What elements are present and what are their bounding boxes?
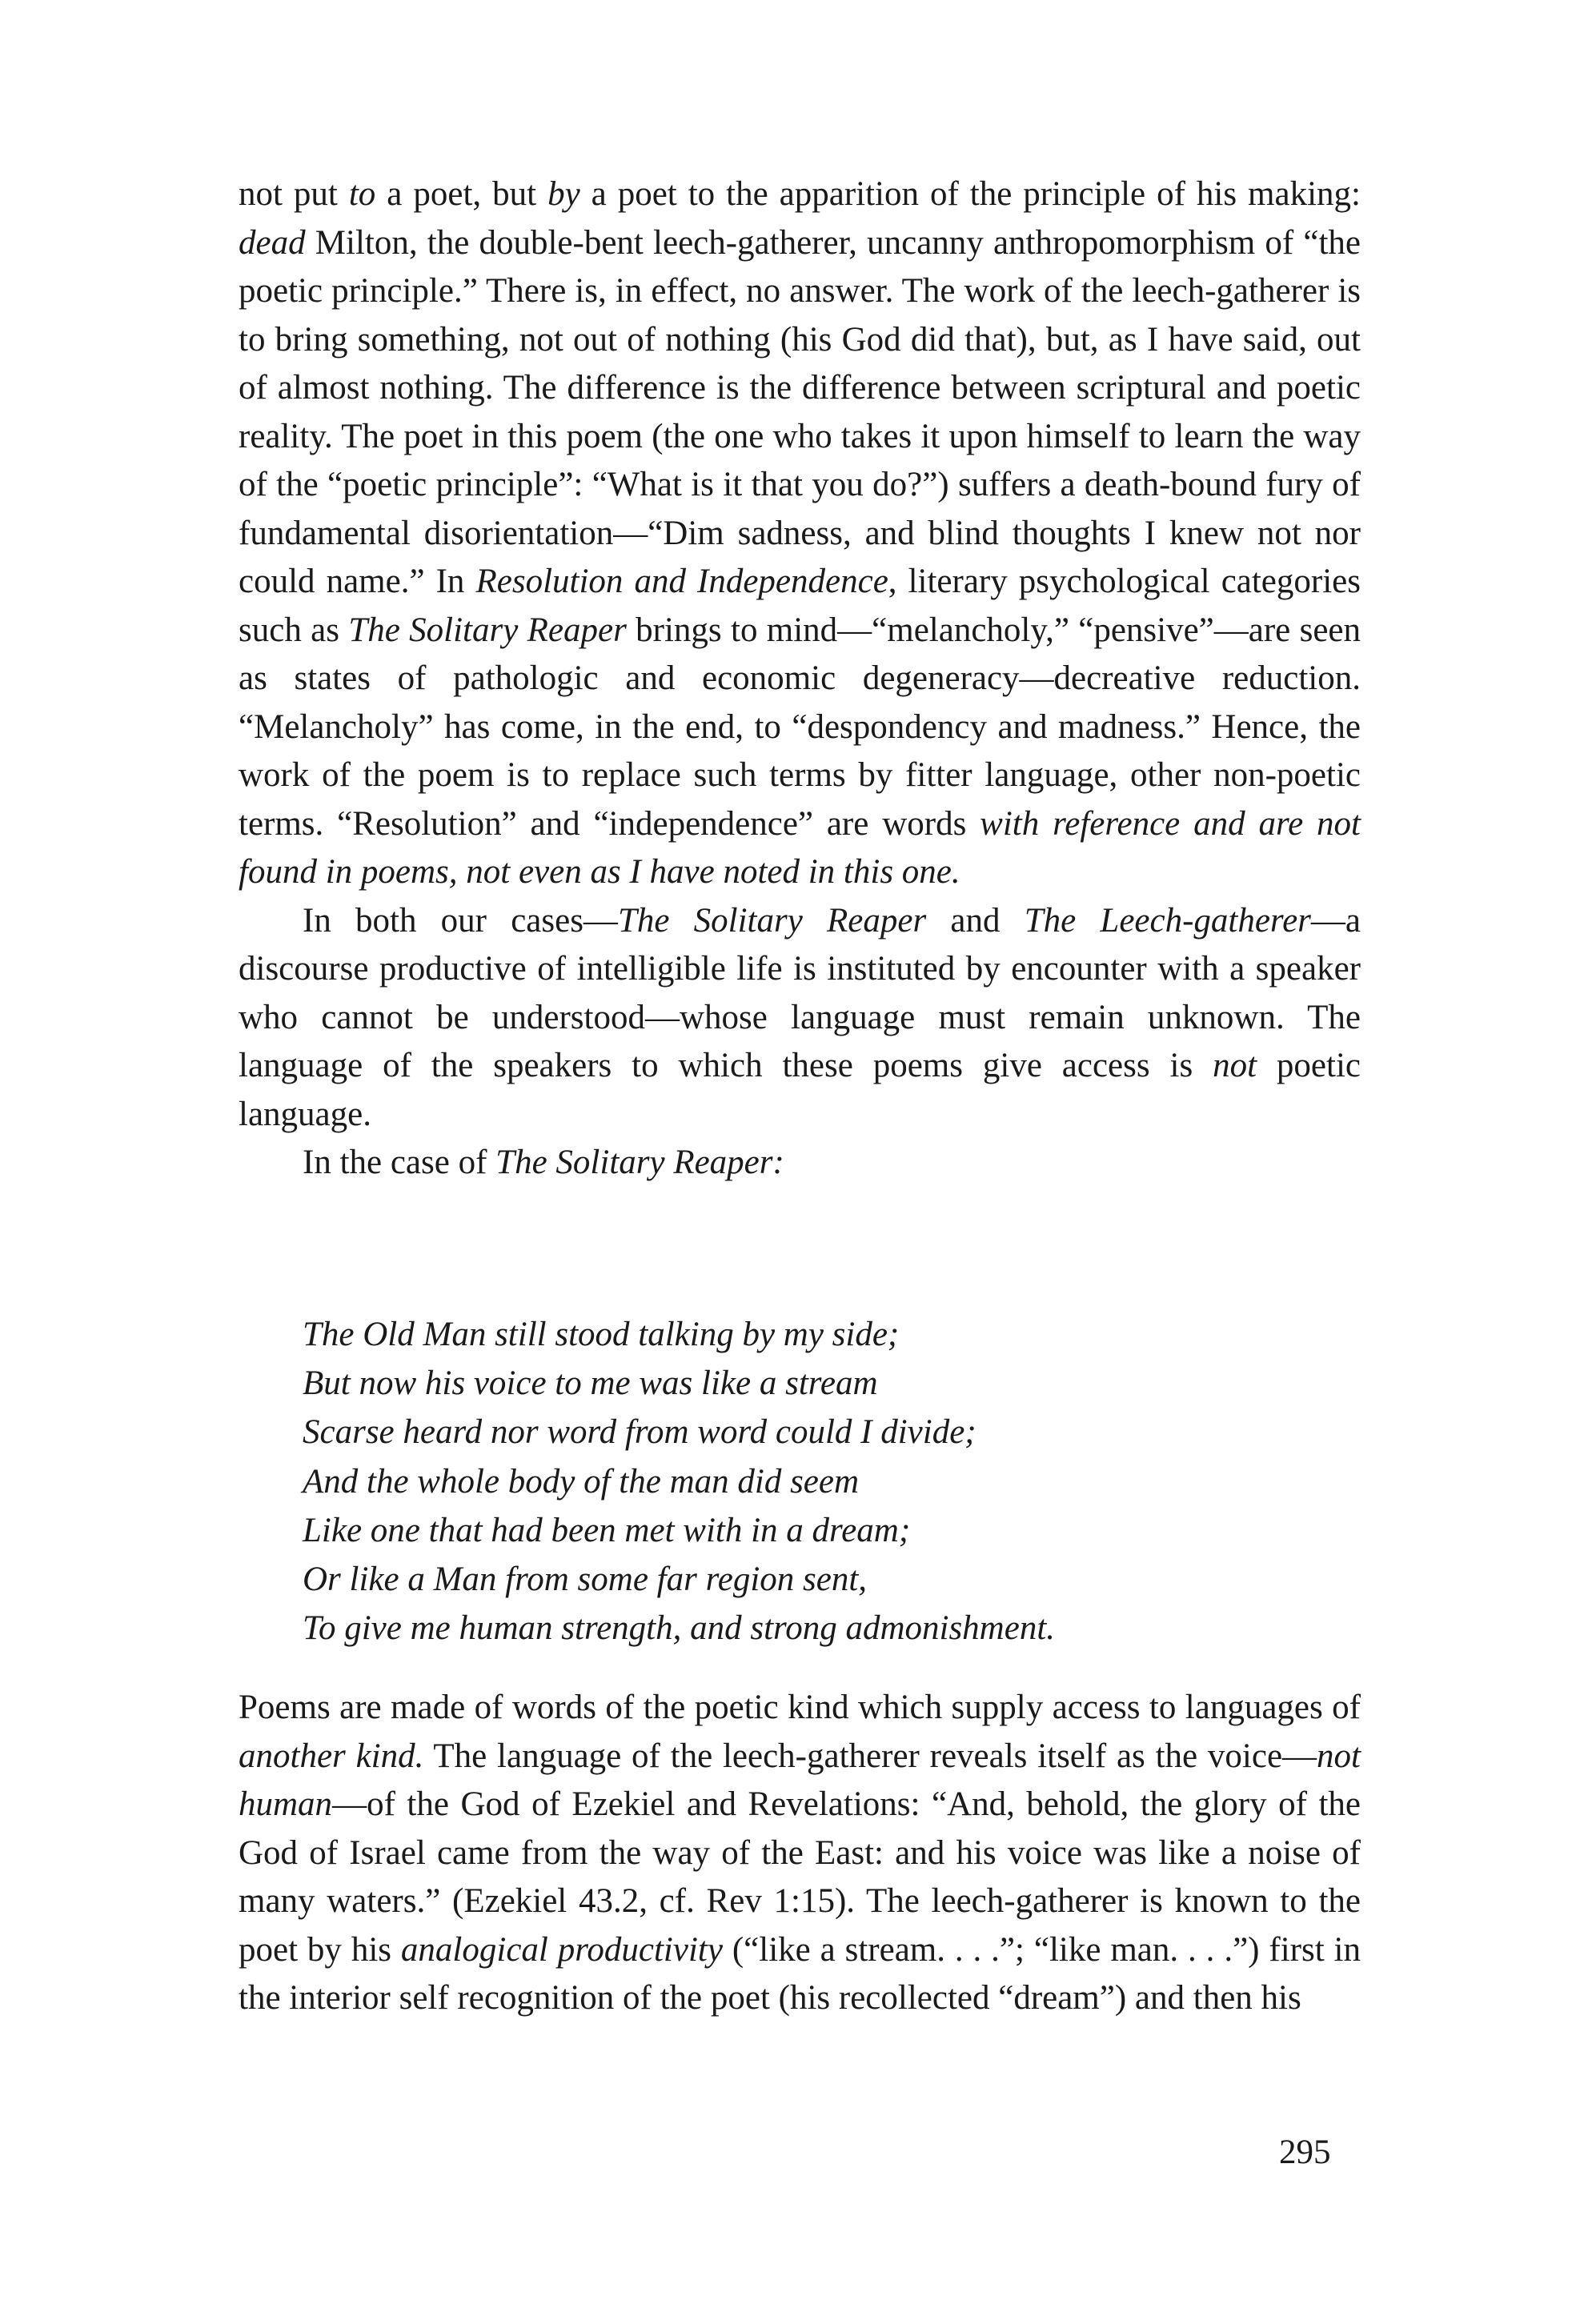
quote-line: And the whole body of the man did seem	[303, 1462, 860, 1501]
block-quote	[303, 1310, 1055, 1653]
quote-line: But now his voice to me was like a stream	[303, 1364, 878, 1403]
quote-line: To give me human strength, and strong admonishment.	[303, 1609, 1056, 1648]
paragraph-3: In the case of The Solitary Reaper:	[303, 1144, 784, 1181]
page-number: 295	[1279, 2134, 1331, 2171]
paragraph-1: not put to a poet, but by a poet to the apparition of the principle of his making: dead Milton, the double-bent leech-gatherer, uncanny anthropomorphism of “the poetic principle.” There is, in effect, no answer. The work of the leech-gatherer is to bring something, not out of nothing (his God did that), but, as I have said, out of almost nothing. The difference is the difference between scriptural and poetic reality. The poet in this poem (the one who takes it upon himself to learn the way of the “poetic principle”: “What is it that you do?”) suffers a death-bound fury of fundamental disorientation—“Dim sadness, and blind thoughts I knew not nor could name.” In Resolution and Independence, literary psychological categories such as The Solitary Reaper brings to mind—“melancholy,” “pensive”—are seen as states of pathologic and economic degeneracy—decreative reduction. “Melancholy” has come, in the end, to “despondency and madness.” Hence, the work of the poem is to replace such terms by fitter language, other non-poetic terms. “Resolution” and “independence” are words with reference and are not found in poems, not even as I have noted in this one.	[239, 175, 1361, 891]
quote-line: Scarse heard nor word from word could I divide;	[303, 1413, 976, 1452]
paragraph-4: Poems are made of words of the poetic kind which supply access to languages of another kind. The language of the leech-gatherer reveals itself as the voice—not human—of the God of Ezekiel and Revelations: “And, behold, the glory of the God of Israel came from the way of the East: and his voice was like a noise of many waters.” (Ezekiel 43.2, cf. Rev 1:15). The leech-gatherer is known to the poet by his analogical productivity (“like a stream. . . .”; “like man. . . .”) first in the interior self recognition of the poet (his recollected “dream”) and then his	[239, 1689, 1361, 2017]
body-text-lower	[239, 1684, 1361, 2023]
quote-line: Or like a Man from some far region sent,	[303, 1561, 868, 1599]
quote-line: Like one that had been met with in a dream;	[303, 1511, 911, 1549]
body-text-upper	[239, 170, 1361, 1188]
quote-line: The Old Man still stood talking by my side;	[303, 1316, 900, 1353]
paragraph-2: In both our cases—The Solitary Reaper and The Leech-gatherer—a discourse productive of intelligible life is instituted by encounter with a speaker who cannot be understood—whose language must remain unknown. The language of the speakers to which these poems give access is not poetic language.	[239, 901, 1361, 1133]
